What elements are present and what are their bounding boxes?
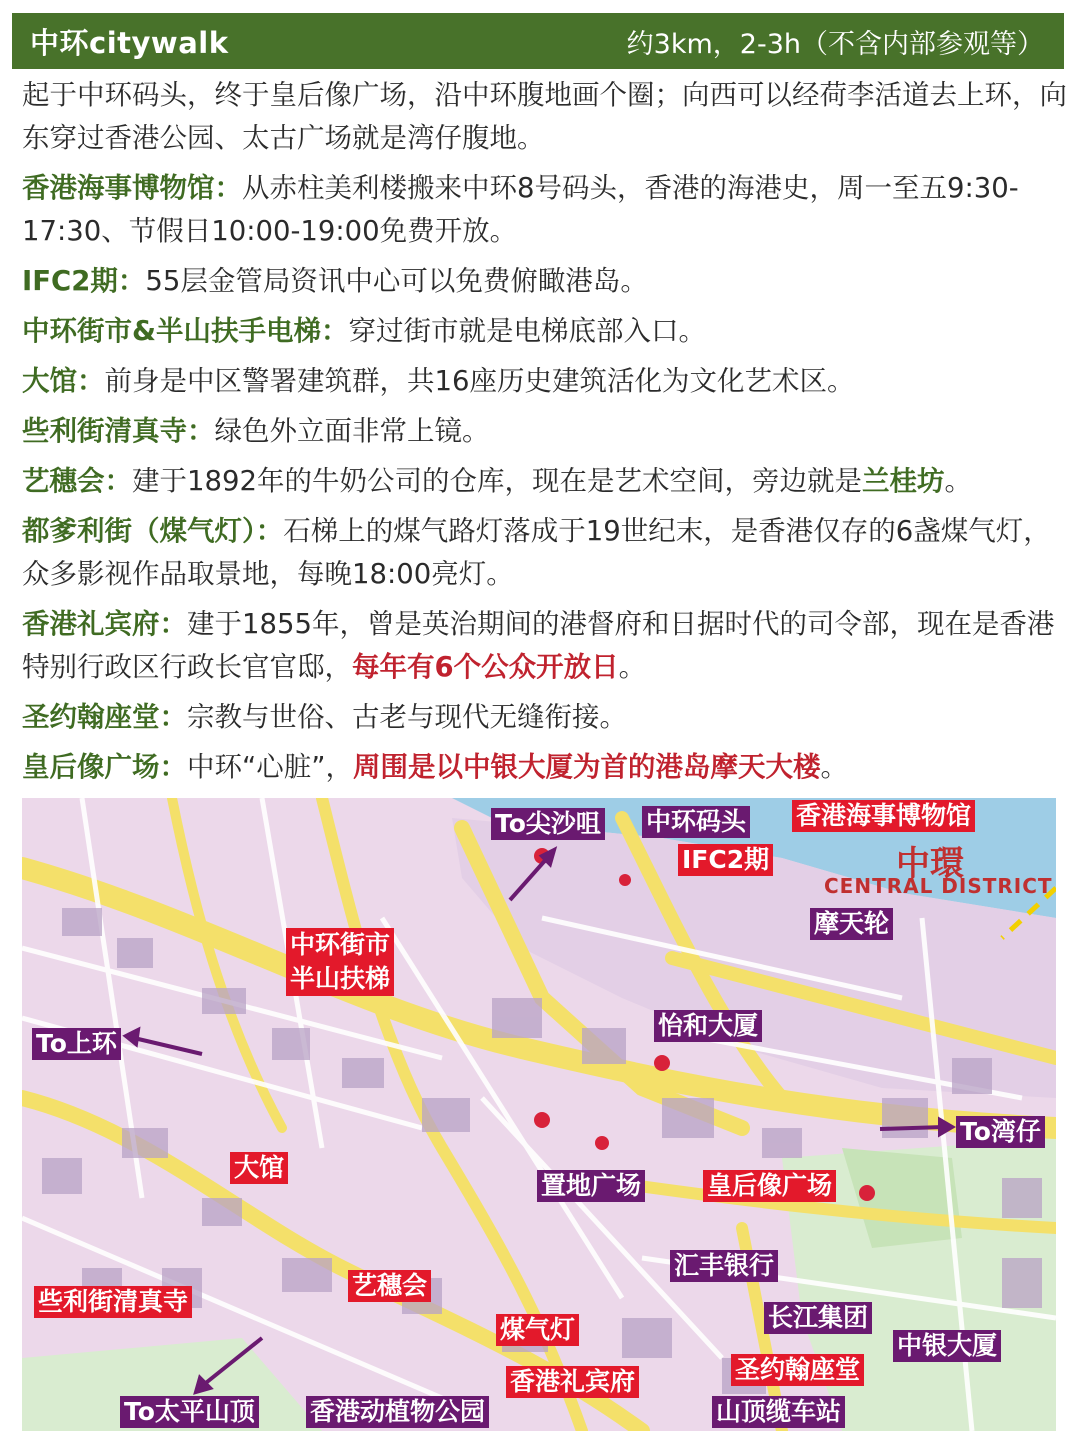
spot-name: 皇后像广场： bbox=[22, 751, 187, 783]
spot-description: 建于1892年的牛奶公司的仓库，现在是艺术空间，旁边就是 bbox=[132, 465, 862, 497]
spot-highlight: 每年有6个公众开放日 bbox=[352, 651, 619, 683]
route-summary: 约3km，2-3h（不含内部参观等） bbox=[626, 28, 1044, 60]
spot-tail: 。 bbox=[820, 751, 848, 783]
label-maritime-museum: 香港海事博物馆 bbox=[792, 800, 975, 832]
label-government-house: 香港礼宾府 bbox=[506, 1366, 639, 1398]
description-text bbox=[22, 74, 1067, 796]
spot-description: 建于1855年，曾是英治期间的港督府和日据时代的司令部，现在是香港特别行政区行政长官官邸， bbox=[22, 608, 1055, 683]
label-to-wan-chai: To湾仔 bbox=[956, 1116, 1045, 1148]
label-central-market-line2: 半山扶梯 bbox=[290, 964, 391, 993]
spot-paragraph bbox=[22, 167, 1067, 253]
label-peak-tram-station: 山顶缆车站 bbox=[712, 1396, 845, 1428]
spot-list bbox=[22, 167, 1067, 789]
label-central-market bbox=[286, 928, 394, 996]
spot-name: 香港海事博物馆： bbox=[22, 172, 242, 204]
label-central-market-line1: 中环街市 bbox=[290, 930, 391, 959]
spot-name: 中环街市&半山扶手电梯： bbox=[22, 315, 349, 347]
label-zoo-gardens: 香港动植物公园 bbox=[306, 1396, 489, 1428]
spot-description: 穿过街市就是电梯底部入口。 bbox=[348, 315, 706, 347]
label-to-peak: To太平山顶 bbox=[120, 1396, 259, 1428]
spot-description: 55层金管局资讯中心可以免费俯瞰港岛。 bbox=[145, 265, 648, 297]
spot-paragraph bbox=[22, 260, 1067, 303]
spot-name: 艺穗会： bbox=[22, 465, 132, 497]
spot-description: 前身是中区警署建筑群，共16座历史建筑活化为文化艺术区。 bbox=[104, 365, 855, 397]
spot-name: 圣约翰座堂： bbox=[22, 701, 187, 733]
label-statue-square: 皇后像广场 bbox=[703, 1170, 836, 1202]
spot-highlight: 周围是以中银大厦为首的港岛摩天大楼 bbox=[353, 751, 821, 783]
label-ifc2: IFC2期 bbox=[678, 844, 773, 876]
spot-description: 绿色外立面非常上镜。 bbox=[214, 415, 490, 447]
label-central-pier: 中环码头 bbox=[642, 806, 750, 838]
spot-description: 宗教与世俗、古老与现代无缝衔接。 bbox=[187, 701, 627, 733]
spot-name: 香港礼宾府： bbox=[22, 608, 187, 640]
spot-name: 大馆： bbox=[22, 365, 105, 397]
label-observation-wheel: 摩天轮 bbox=[810, 908, 893, 940]
spot-name: 都爹利街（煤气灯）： bbox=[22, 515, 284, 547]
spot-paragraph bbox=[22, 696, 1067, 739]
label-to-sheung-wan: To上环 bbox=[32, 1028, 121, 1060]
spot-tail: 。 bbox=[944, 465, 972, 497]
spot-tail: 。 bbox=[618, 651, 647, 683]
route-map bbox=[22, 798, 1056, 1431]
label-cheung-kong: 长江集团 bbox=[764, 1302, 872, 1334]
label-landmark: 置地广场 bbox=[537, 1170, 645, 1202]
label-tai-kwun: 大馆 bbox=[230, 1152, 288, 1184]
spot-highlight: 兰桂坊 bbox=[861, 465, 945, 497]
spot-name: IFC2期： bbox=[22, 265, 146, 297]
spot-paragraph bbox=[22, 603, 1067, 689]
spot-description: 从赤柱美利楼搬来中环8号码头，香港的海港史，周一至五9:30-17:30、节假日10:00-19:00免费开放。 bbox=[22, 172, 1019, 247]
spot-paragraph bbox=[22, 410, 1067, 453]
title-bar bbox=[12, 13, 1064, 69]
label-jardine-house: 怡和大厦 bbox=[654, 1010, 762, 1042]
spot-description: 中环“心脏”， bbox=[187, 751, 353, 783]
label-gas-lamps: 煤气灯 bbox=[496, 1314, 579, 1346]
spot-paragraph bbox=[22, 310, 1067, 353]
label-shelley-mosque: 些利街清真寺 bbox=[34, 1286, 192, 1318]
label-bank-of-china: 中银大厦 bbox=[893, 1330, 1001, 1362]
label-to-tst: To尖沙咀 bbox=[491, 808, 605, 840]
label-hsbc: 汇丰银行 bbox=[670, 1250, 778, 1282]
spot-name: 些利街清真寺： bbox=[22, 415, 215, 447]
label-st-johns-cathedral: 圣约翰座堂 bbox=[731, 1354, 864, 1386]
district-name-cn: 中環 bbox=[896, 844, 964, 884]
spot-paragraph bbox=[22, 746, 1067, 789]
spot-paragraph bbox=[22, 460, 1067, 503]
spot-paragraph bbox=[22, 360, 1067, 403]
intro-paragraph: 起于中环码头，终于皇后像广场，沿中环腹地画个圈；向西可以经荷李活道去上环，向东穿过香港公园、太古广场就是湾仔腹地。 bbox=[22, 79, 1067, 154]
spot-paragraph bbox=[22, 510, 1067, 596]
spot-description: 石梯上的煤气路灯落成于19世纪末，是香港仅存的6盏煤气灯，众多影视作品取景地，每晚18:00亮灯。 bbox=[22, 515, 1051, 590]
page-title: 中环citywalk bbox=[30, 25, 229, 60]
label-fringe-club: 艺穗会 bbox=[348, 1270, 431, 1302]
district-name-en: CENTRAL DISTRICT bbox=[824, 874, 1053, 898]
